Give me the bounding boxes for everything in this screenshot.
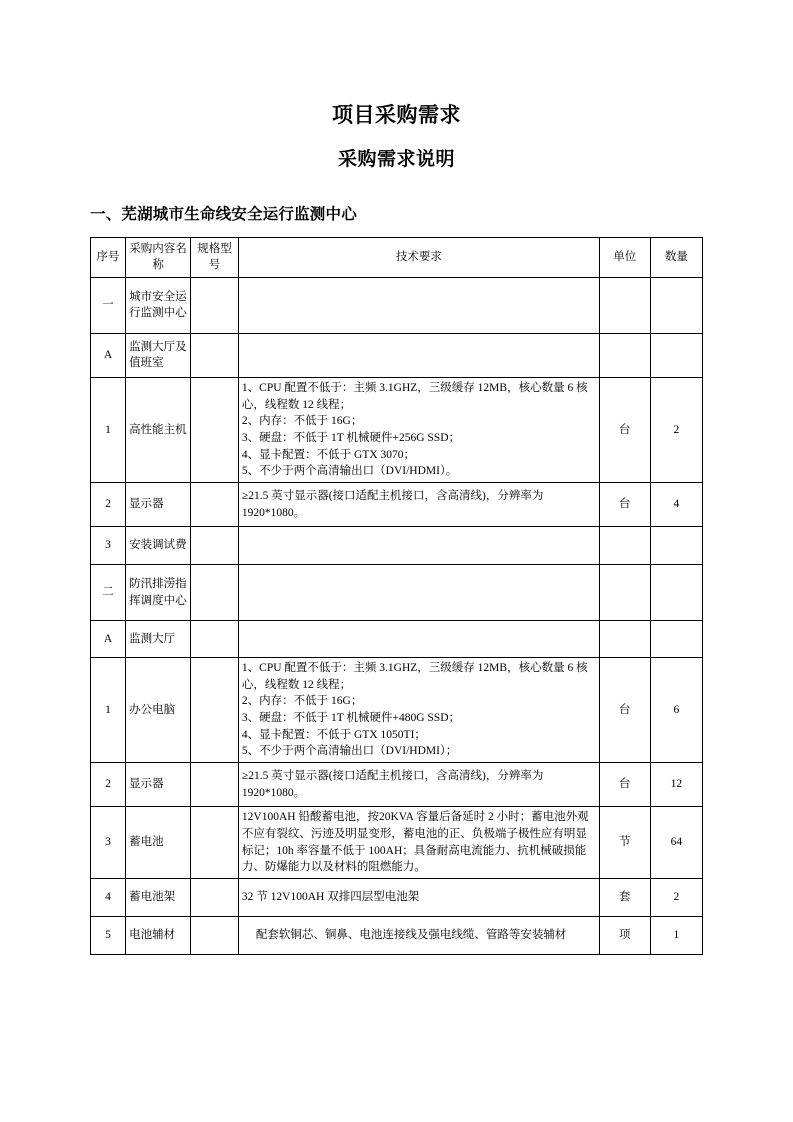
- cell-specification: [191, 621, 239, 658]
- cell-technical-requirements: [238, 763, 599, 807]
- cell-technical-requirements: [238, 807, 599, 879]
- technical-requirement-line: 32 节 12V100AH 双排四层型电池架: [241, 891, 420, 904]
- cell-specification: [191, 277, 239, 333]
- cell-technical-requirements: [238, 917, 599, 955]
- cell-quantity: 1: [650, 917, 702, 955]
- technical-requirement-line: 1、CPU 配置不低于：主频 3.1GHZ，三级缓存 12MB，核心数量 6 核心，线程数 12 线程；: [241, 381, 588, 411]
- cell-item-name: 电池辅材: [126, 917, 191, 955]
- cell-quantity: 12: [650, 763, 702, 807]
- cell-technical-requirements: [238, 527, 599, 565]
- cell-quantity: 6: [650, 658, 702, 763]
- cell-quantity: 2: [650, 879, 702, 917]
- cell-item-name: 监测大厅: [126, 621, 191, 658]
- cell-item-name: 蓄电池架: [126, 879, 191, 917]
- cell-quantity: [650, 333, 702, 377]
- column-header-qty: 数量: [650, 237, 702, 277]
- cell-item-name: 办公电脑: [126, 658, 191, 763]
- table-row: [91, 917, 703, 955]
- cell-technical-requirements: [238, 879, 599, 917]
- table-body: [91, 277, 703, 954]
- cell-item-name: 显示器: [126, 483, 191, 527]
- cell-specification: [191, 879, 239, 917]
- cell-technical-requirements: [238, 377, 599, 482]
- page-title: 项目采购需求: [332, 104, 461, 127]
- table-row: [91, 483, 703, 527]
- cell-unit: [599, 527, 650, 565]
- cell-unit: 台: [599, 763, 650, 807]
- cell-sequence: A: [91, 333, 126, 377]
- cell-unit: [599, 621, 650, 658]
- cell-quantity: [650, 565, 702, 621]
- document-body: [90, 0, 703, 955]
- procurement-requirements-table: [90, 237, 703, 955]
- technical-requirement-line: 3、硬盘：不低于 1T 机械硬件+256G SSD；: [241, 432, 460, 444]
- technical-requirement-line: 12V100AH 铅酸蓄电池，按20KVA 容量后备延时 2 小时；蓄电池外观不应有裂纹、污迹及明显变形，蓄电池的正、负极端子极性应有明显标记；10h 率容量不低于 100AH；具备耐高电流能力、抗机械破损能力、防爆能力以及材料的阻燃能力。: [241, 811, 589, 874]
- table-row: [91, 763, 703, 807]
- cell-item-name: 高性能主机: [126, 377, 191, 482]
- cell-specification: [191, 658, 239, 763]
- technical-requirement-line: ≥21.5 英寸显示器(接口适配主机接口，含高清线)，分辨率为 1920*1080。: [241, 769, 544, 799]
- cell-technical-requirements: [238, 621, 599, 658]
- table-row: [91, 807, 703, 879]
- technical-requirement-line: 4、显卡配置：不低于 GTX 3070；: [241, 448, 416, 461]
- cell-item-name: 防汛排涝指挥调度中心: [126, 565, 191, 621]
- table-row: [91, 621, 703, 658]
- table-row: [91, 333, 703, 377]
- cell-quantity: [650, 277, 702, 333]
- cell-unit: [599, 277, 650, 333]
- cell-quantity: 4: [650, 483, 702, 527]
- table-row: [91, 277, 703, 333]
- table-row: [91, 879, 703, 917]
- cell-sequence: 4: [91, 879, 126, 917]
- cell-quantity: [650, 621, 702, 658]
- cell-item-name: 安装调试费: [126, 527, 191, 565]
- cell-sequence: A: [91, 621, 126, 658]
- cell-sequence: 5: [91, 917, 126, 955]
- technical-requirement-line: 4、显卡配置：不低于 GTX 1050TI；: [241, 728, 426, 741]
- cell-technical-requirements: [238, 658, 599, 763]
- cell-technical-requirements: [238, 333, 599, 377]
- technical-requirement-line: 1、CPU 配置不低于：主频 3.1GHZ，三级缓存 12MB，核心数量 6 核心，线程数 12 线程；: [241, 662, 588, 691]
- cell-unit: 台: [599, 483, 650, 527]
- cell-sequence: 二: [91, 565, 126, 621]
- cell-unit: 台: [599, 658, 650, 763]
- cell-specification: [191, 527, 239, 565]
- cell-unit: 套: [599, 879, 650, 917]
- table-row: [91, 565, 703, 621]
- cell-unit: 节: [599, 807, 650, 879]
- column-header-seq: 序号: [91, 237, 126, 277]
- cell-unit: [599, 565, 650, 621]
- cell-sequence: 2: [91, 763, 126, 807]
- cell-unit: [599, 333, 650, 377]
- column-header-name: 采购内容名称: [126, 237, 191, 277]
- cell-item-name: 蓄电池: [126, 807, 191, 879]
- cell-item-name: 城市安全运行监测中心: [126, 277, 191, 333]
- cell-technical-requirements: [238, 277, 599, 333]
- table-header-row: [91, 237, 703, 277]
- cell-item-name: 监测大厅及值班室: [126, 333, 191, 377]
- cell-sequence: 一: [91, 277, 126, 333]
- technical-requirement-line: ≥21.5 英寸显示器(接口适配主机接口，含高清线)，分辨率为 1920*1080。: [241, 489, 544, 519]
- cell-specification: [191, 763, 239, 807]
- cell-quantity: 64: [650, 807, 702, 879]
- cell-unit: 台: [599, 377, 650, 482]
- section-heading: 一、芜湖城市生命线安全运行监测中心: [90, 205, 357, 223]
- column-header-spec: 规格型号: [191, 237, 239, 277]
- technical-requirement-line: 3、硬盘：不低于 1T 机械硬件+480G SSD；: [241, 712, 460, 725]
- table-row: [91, 527, 703, 565]
- column-header-tech: 技术要求: [238, 237, 599, 277]
- technical-requirement-line: 2、内存：不低于 16G；: [241, 415, 363, 428]
- cell-item-name: 显示器: [126, 763, 191, 807]
- cell-quantity: [650, 527, 702, 565]
- page-subtitle: 采购需求说明: [337, 149, 455, 171]
- technical-requirement-line: 2、内存：不低于 16G；: [241, 695, 363, 708]
- cell-technical-requirements: [238, 565, 599, 621]
- cell-technical-requirements: [238, 483, 599, 527]
- cell-specification: [191, 565, 239, 621]
- cell-sequence: 1: [91, 377, 126, 482]
- cell-sequence: 1: [91, 658, 126, 763]
- technical-requirement-line: 配套软铜芯、铜鼻、电池连接线及强电线缆、管路等安装辅材: [255, 929, 567, 942]
- cell-unit: 项: [599, 917, 650, 955]
- cell-specification: [191, 377, 239, 482]
- cell-quantity: 2: [650, 377, 702, 482]
- cell-specification: [191, 333, 239, 377]
- cell-sequence: 3: [91, 527, 126, 565]
- table-row: [91, 658, 703, 763]
- technical-requirement-line: 5、不少于两个高清输出口（DVI/HDMI）；: [241, 745, 458, 758]
- cell-specification: [191, 917, 239, 955]
- column-header-unit: 单位: [599, 237, 650, 277]
- cell-specification: [191, 483, 239, 527]
- cell-specification: [191, 807, 239, 879]
- table-row: [91, 377, 703, 482]
- cell-sequence: 3: [91, 807, 126, 879]
- cell-sequence: 2: [91, 483, 126, 527]
- technical-requirement-line: 5、不少于两个高清输出口（DVI/HDMI）。: [241, 465, 458, 478]
